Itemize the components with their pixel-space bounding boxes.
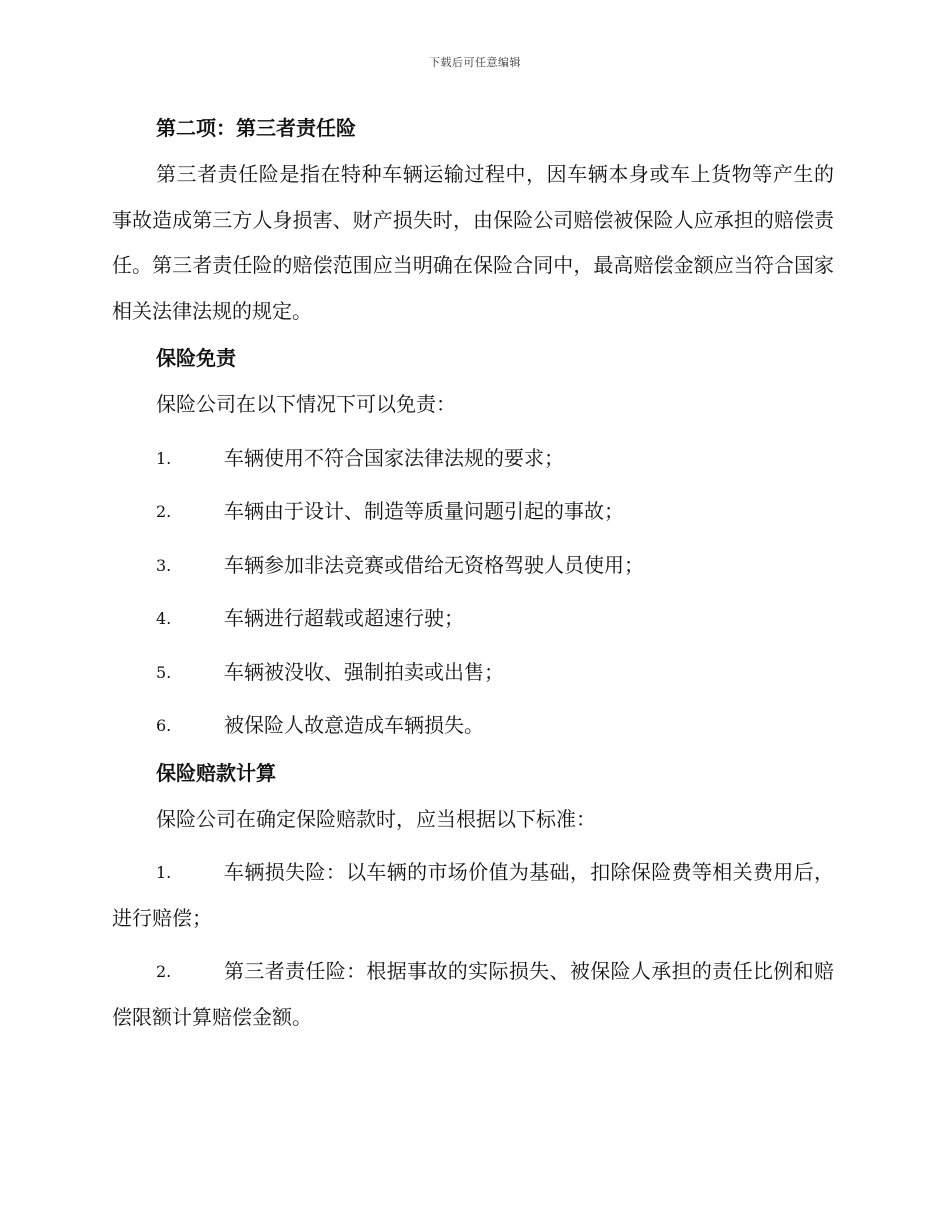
list-item [112,543,834,589]
list-item-number: 4. [156,609,172,628]
paragraph-compensation-intro: 保险公司在确定保险赔款时，应当根据以下标准： [156,806,596,831]
list-item [112,703,834,749]
paragraph-third-party-liability: 第三者责任险是指在特种车辆运输过程中，因车辆本身或车上货物等产生的事故造成第三方人身损害、财产损失时，由保险公司赔偿被保险人应承担的赔偿责任。第三者责任险的赔偿范围应当明确在保险合同中，最高赔偿金额应当符合国家相关法律法规的规定。 [112,162,834,323]
list-item [112,650,834,696]
paragraph-exemption-intro: 保险公司在以下情况下可以免责： [156,392,456,416]
list-item [112,489,834,535]
list-item-number: 2. [156,962,172,981]
list-item-text: 被保险人故意造成车辆损失。 [224,713,484,737]
heading-third-party-liability: 第二项：第三者责任险 [156,116,356,140]
list-item-number: 6. [156,716,172,735]
list-item-text: 车辆被没收、强制拍卖或出售； [224,659,504,684]
list-item-text: 车辆使用不符合国家法律法规的要求； [224,445,564,470]
list-item [112,949,834,1040]
heading-insurance-exemption: 保险免责 [156,346,236,370]
list-item-number: 1. [156,448,172,468]
list-item [112,436,834,482]
list-item-text: 第三者责任险：根据事故的实际损失、被保险人承担的责任比例和赔偿限额计算赔偿金额。 [112,959,834,1029]
exemption-list [112,436,834,749]
compensation-list [112,850,834,1040]
page-header: 下载后可任意编辑 [429,56,521,69]
list-item-number: 2. [156,502,172,521]
list-item-number: 3. [156,555,172,575]
list-item-text: 车辆由于设计、制造等质量问题引起的事故； [224,499,624,523]
list-item [112,850,834,941]
list-item [112,596,834,642]
document-body [112,112,834,1040]
list-item-number: 5. [156,662,172,682]
heading-compensation-calculation: 保险赔款计算 [156,760,276,785]
list-item-text: 车辆损失险：以车辆的市场价值为基础，扣除保险费等相关费用后，进行赔偿； [112,860,834,930]
list-item-number: 1. [156,863,172,882]
list-item-text: 车辆参加非法竞赛或借给无资格驾驶人员使用； [224,552,644,577]
list-item-text: 车辆进行超载或超速行驶； [224,606,464,630]
